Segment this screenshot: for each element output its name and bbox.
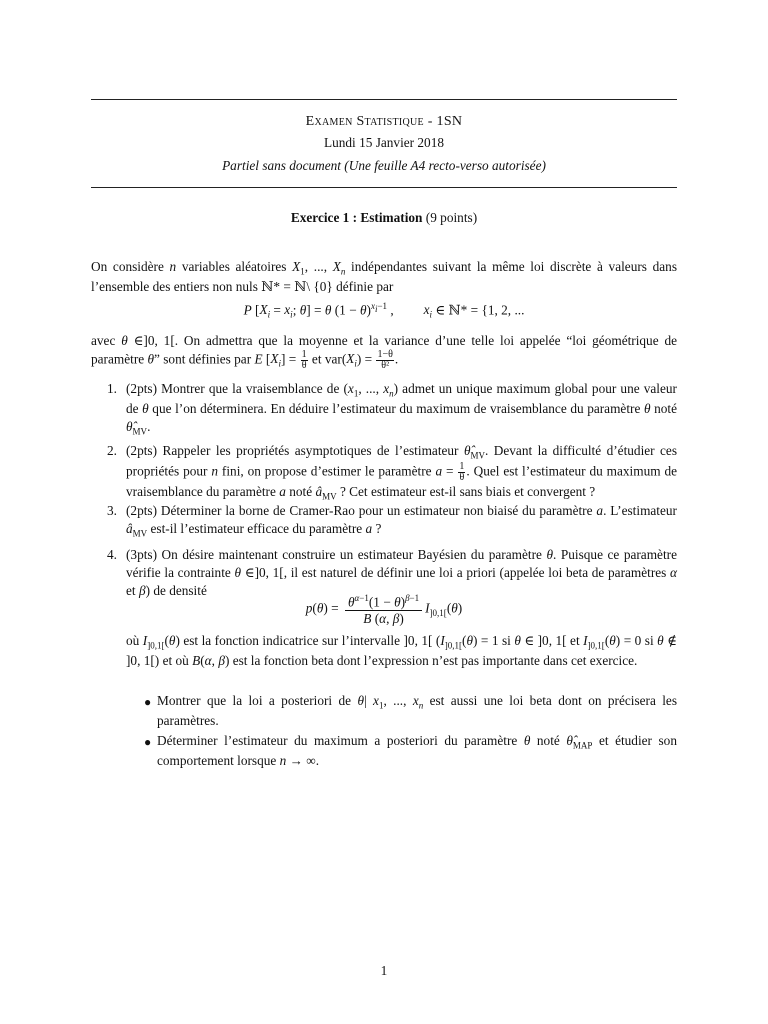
question-4-number: 4. [107,547,117,562]
exercise-heading [0,209,768,227]
intro-paragraph: On considère n variables aléatoires $X_1$, ..., $X_n$ indépendantes suivant la même loi discrète à valeurs dans l’ensemble des entiers non nuls ℕ* = ℕ\ {0} définie par [91,259,677,294]
exam-date: Lundi 15 Janvier 2018 [323,135,445,150]
bullet-1-marker: ● [144,695,152,709]
moments-paragraph: avec θ ∈]0, 1[. On admettra que la moyenne et la variance d’une telle loi appelée “loi géométrique de paramètre θ” sont définies par E $[X_i]$ = $\frac{1}{\theta}$ et $var(X_i)$ = $\frac{1-\theta}{\text{θ²}}$ . [91,333,678,371]
question-3: (2pts) Déterminer la borne de Cramer-Rao pour un estimateur non biaisé du paramètre a. L’estimateur $â_{MV}$ est-il l’estimateur efficace du paramètre a ? [126,503,677,539]
page-number: 1 [380,963,388,978]
question-2: (2pts) Rappeler les propriétés asymptotiques de l’estimateur $\thetâ_{MV}$. Devant la difficulté d’étudier ces propriétés pour n fini, on propose d’estimer le paramètre a = $\frac{1}{\theta}$ . Quel est l’estimateur du maximum de vraisemblance du paramètre a noté $â_{MV}$ ? Cet estimateur est-il sans biais et convergent ? [126,443,678,502]
exam-title: Examen Statistique - 1SN [305,114,463,129]
bullet-2: Déterminer l’estimateur du maximum a posteriori du paramètre θ noté $\thetâ_{MAP}$ et étudier son comportement lorsque n → ∞. [157,733,677,768]
beta-density-equation: p(θ) = $\frac{\theta^{\alpha-1}(1 - \theta)^{\beta-1}}{B (\alpha, \beta)}$ $I_{]0,1[}(\theta)$ [305,593,463,626]
question-2-number: 2. [107,443,117,458]
bullet-1: Montrer que la loi a posteriori de θ| $x_1$, ..., $x_n$ est aussi une loi beta dont on précisera les paramètres. [157,693,678,728]
question-4-continued: où $I_{]0,1[}(\theta)$ est la fonction indicatrice sur l’intervalle ]0, 1[ ($I_{]0,1[}(\theta) = 1$ si θ ∈ ]0, 1[ et $I_{]0,1[}(\theta) = 0$ si θ ∉ ]0, 1[) et où B(α, β) est la fonction beta dont l’expression n’est pas importante dans cet exercice. [126,633,677,668]
question-1-number: 1. [107,381,117,396]
bottom-rule [91,187,677,188]
question-4: (3pts) On désire maintenant construire un estimateur Bayésien du paramètre θ. Puisque ce paramètre vérifie la contrainte θ ∈]0, 1[, il est naturel de définir une loi a priori (appelée loi beta de paramètres α et β) de densité [126,547,678,598]
top-rule [91,99,677,100]
question-1: (2pts) Montrer que la vraisemblance de ($x_1$, ..., $x_n$) admet un unique maximum global pour une valeur de θ que l’on déterminera. En déduire l’estimateur du maximum de vraisemblance du paramètre θ noté $\thetâ_{MV}$. [126,381,677,437]
exercise-title: Exercice 1 : Estimation [290,210,423,225]
pmf-equation: P [$X_i = x_i$; θ] = θ $(1 - \theta)^{x_i-1}$ , $x_i$ ∈ ℕ* = {1, 2, ... [243,301,525,321]
bullet-2-marker: ● [144,735,152,749]
question-3-number: 3. [107,503,117,518]
exercise-points: (9 points) [425,210,478,225]
exam-note: Partiel sans document (Une feuille A4 recto-verso autorisée) [222,158,546,173]
